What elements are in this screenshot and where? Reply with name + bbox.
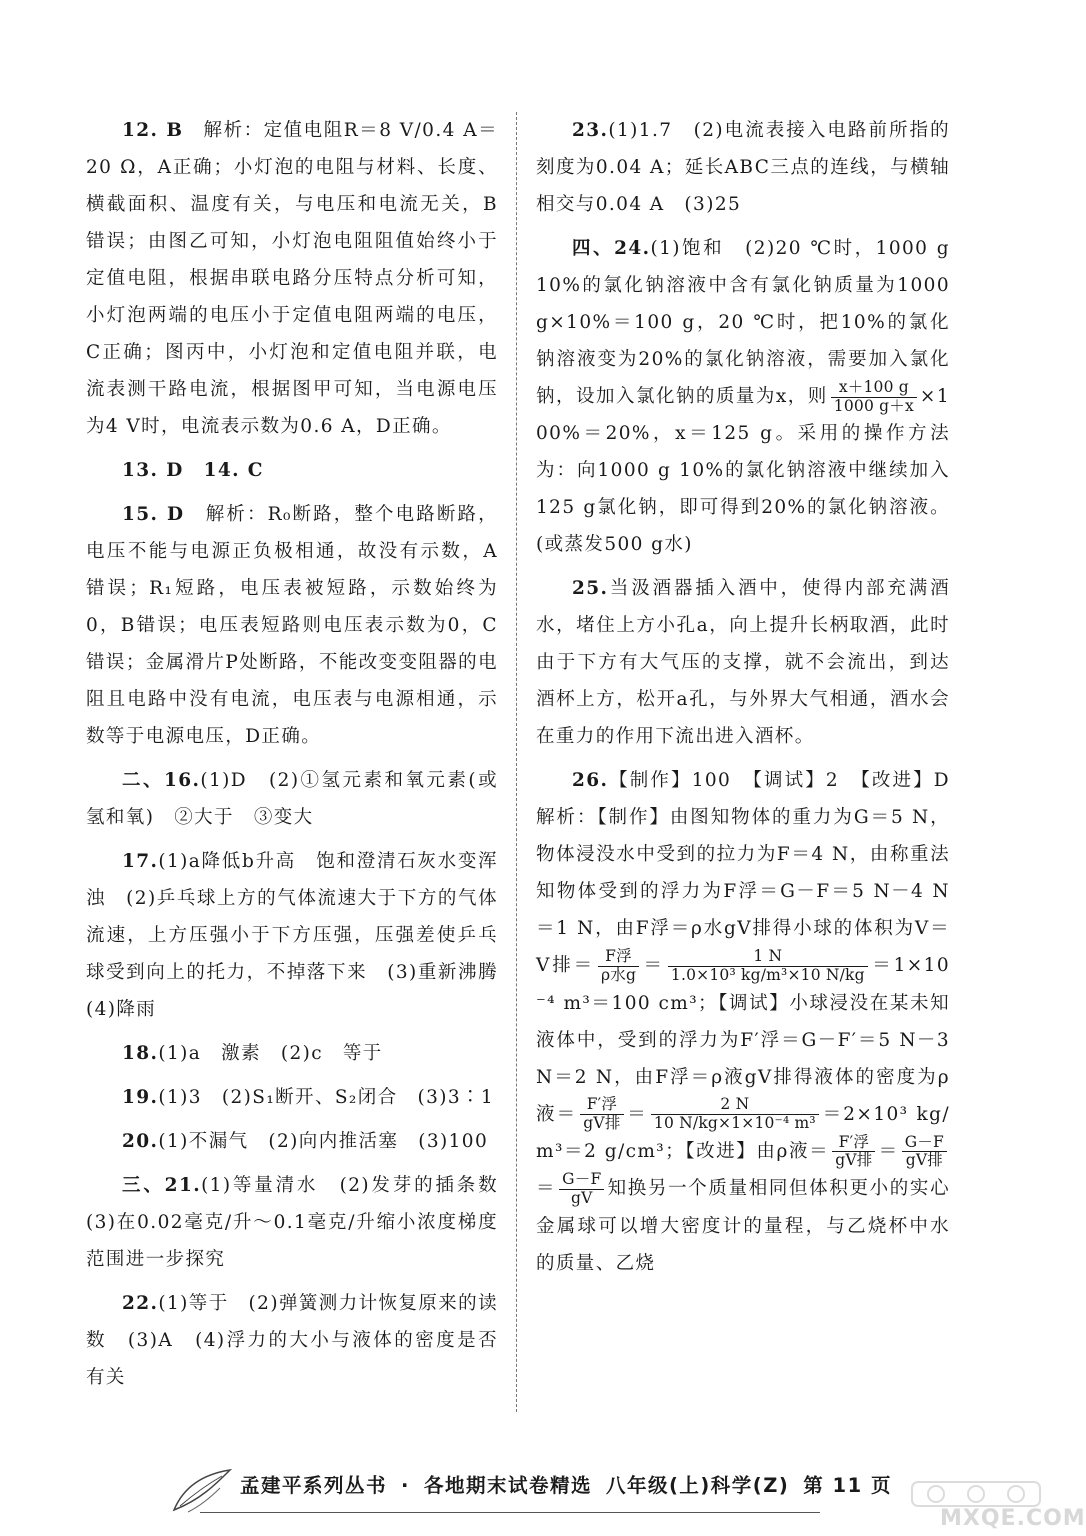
page-footer bbox=[0, 1466, 1056, 1526]
fraction-improve-2: $\frac{G-F}{\text{gV排}}$ bbox=[902, 1134, 947, 1171]
answer-q26: 26.【制作】100 【调试】2 【改进】D 解析：【制作】由图知物体的重力为G＝5 N，物体浸没水中受到的拉力为F＝4 N，由称重法知物体受到的浮力为F浮＝G－F＝5 N－4 N＝1 N，由F浮＝ρ水gV排得小球的体积为V＝V排＝ $\frac{\text{F浮}}{\text{ρ水g}}$ ＝ $\frac{1 N}{\text{1.0×10³ kg/m³×10 N/kg}}$ ＝1×10⁻⁴ m³＝100 cm³；【调试】小球浸没在某未知液体中，受到的浮力为F′浮＝G－F′＝5 N－3 N＝2 N，由F浮＝ρ液gV排得液体的密度为ρ液＝ $\frac{\text{F′浮}}{\text{gV排}}$ ＝ $\frac{2 N}{\text{10 N/kg×1×10⁻⁴ m³}}$ ＝2×10³ kg/m³＝2 g/cm³；【改进】由ρ液＝ $\frac{\text{F′浮}}{\text{gV排}}$ ＝ $\frac{G-F}{\text{gV排}}$ ＝ $\frac{G-F}{gV}$ 知换另一个质量相同但体积更小的实心金属球可以增大密度计的量程，与乙烧杯中水的质量、乙烧 bbox=[536, 770, 970, 1274]
right-column bbox=[536, 112, 970, 1289]
answer-q24: 四、24.(1)饱和 (2)20 ℃时，1000 g 10%的氯化钠溶液中含有氯化钠质量为1000 g×10%＝100 g，20 ℃时，把10%的氯化钠溶液变为20%的氯化钠溶液，需要加入氯化钠，设加入氯化钠的质量为x，则 $\frac{x+100 g}{1000 g+x}$ ×100%＝20%，x＝125 g。采用的操作方法为：向1000 g 10%的氯化钠溶液中继续加入125 g氯化钠，即可得到20%的氯化钠溶液。(或蒸发500 g水) bbox=[536, 238, 951, 556]
fraction-improve-3: $\frac{G-F}{gV}$ bbox=[559, 1171, 604, 1208]
column-divider bbox=[516, 112, 517, 1412]
fraction-volume-value: $\frac{1 N}{\text{1.0×10³ kg/m³×10 N/kg}}$ bbox=[668, 948, 868, 985]
answer-q23: 23.(1)1.7 (2)电流表接入电路前所指的刻度为0.04 A；延长ABC三点的连线，与横轴相交与0.04 A (3)25 bbox=[536, 120, 950, 215]
fraction-improve-1: $\frac{\text{F′浮}}{\text{gV排}}$ bbox=[832, 1134, 875, 1171]
answer-q15: 15. D 解析：R₀断路，整个电路断路，电压不能与电源正负极相通，故没有示数，A错误；R₁短路，电压表被短路，示数始终为0，B错误；电压表短路则电压表示数为0，C错误；金属滑片P处断路，不能改变变阻器的电阻且电路中没有电流，电压表与电源相通，示数等于电源电压，D正确。 bbox=[86, 504, 499, 747]
watermark-text: MXQE.COM bbox=[940, 1506, 1086, 1531]
answer-q17: 17.(1)a降低b升高 饱和澄清石灰水变浑浊 (2)乒乓球上方的气体流速大于下方的气体流速，上方压强小于下方压强，压强差使乒乓球受到向上的托力，不掉落下来 (3)重新沸腾 (4)降雨 bbox=[86, 851, 518, 1020]
left-column bbox=[86, 112, 518, 1403]
answer-q18: 18.(1)a 激素 (2)c 等于 bbox=[122, 1043, 383, 1064]
fraction-density: $\frac{\text{F′浮}}{\text{gV排}}$ bbox=[580, 1096, 623, 1133]
fraction-salt: $\frac{x+100 g}{1000 g+x}$ bbox=[831, 379, 917, 416]
footer-separator: · bbox=[401, 1474, 410, 1497]
footer-series: 孟建平系列丛书 bbox=[240, 1474, 388, 1497]
answer-q21: 三、21.(1)等量清水 (2)发芽的插条数 (3)在0.02毫克/升～0.1毫克/升缩小浓度梯度范围进一步探究 bbox=[86, 1175, 518, 1270]
answer-q13-14: 13. D 14. C bbox=[122, 460, 264, 481]
footer-title: 各地期末试卷精选 bbox=[423, 1474, 592, 1497]
answer-q12: 12. B 解析：定值电阻R＝8 V/0.4 A＝20 Ω，A正确；小灯泡的电阻与材料、长度、横截面积、温度有关，与电压和电流无关，B错误；由图乙可知，小灯泡电阻阻值始终小于定值电阻，根据串联电路分压特点分析可知，小灯泡两端的电压小于定值电阻两端的电压，C正确；图丙中，小灯泡和定值电阻并联，电流表测干路电流，根据图甲可知，当电源电压为4 V时，电流表示数为0.6 A，D正确。 bbox=[86, 120, 498, 437]
footer-grade: 八年级(上)科学(Z) bbox=[605, 1474, 790, 1497]
answer-q25: 25.当汲酒器插入酒中，使得内部充满酒水，堵住上方小孔a，向上提升长柄取酒，此时由于下方有大气压的支撑，就不会流出，到达酒杯上方，松开a孔，与外界大气相通，酒水会在重力的作用下流出进入酒杯。 bbox=[536, 578, 950, 748]
leaf-ornament-icon bbox=[170, 1466, 234, 1516]
answer-q20: 20.(1)不漏气 (2)向内推活塞 (3)100 bbox=[122, 1131, 489, 1152]
answer-q19: 19.(1)3 (2)S₁断开、S₂闭合 (3)3∶1 bbox=[122, 1087, 495, 1108]
footer-page-number: 第 11 页 bbox=[803, 1474, 892, 1497]
fraction-density-value: $\frac{2 N}{\text{10 N/kg×1×10⁻⁴ m³}}$ bbox=[651, 1096, 819, 1133]
fraction-buoyancy-volume: $\frac{\text{F浮}}{\text{ρ水g}}$ bbox=[598, 948, 639, 985]
footer-rule bbox=[200, 1512, 820, 1513]
answer-q16: 二、16.(1)D (2)①氢元素和氧元素(或氢和氧) ②大于 ③变大 bbox=[86, 770, 498, 828]
footer-text bbox=[240, 1470, 906, 1498]
answer-q22: 22.(1)等于 (2)弹簧测力计恢复原来的读数 (3)A (4)浮力的大小与液体的密度是否有关 bbox=[86, 1293, 498, 1388]
